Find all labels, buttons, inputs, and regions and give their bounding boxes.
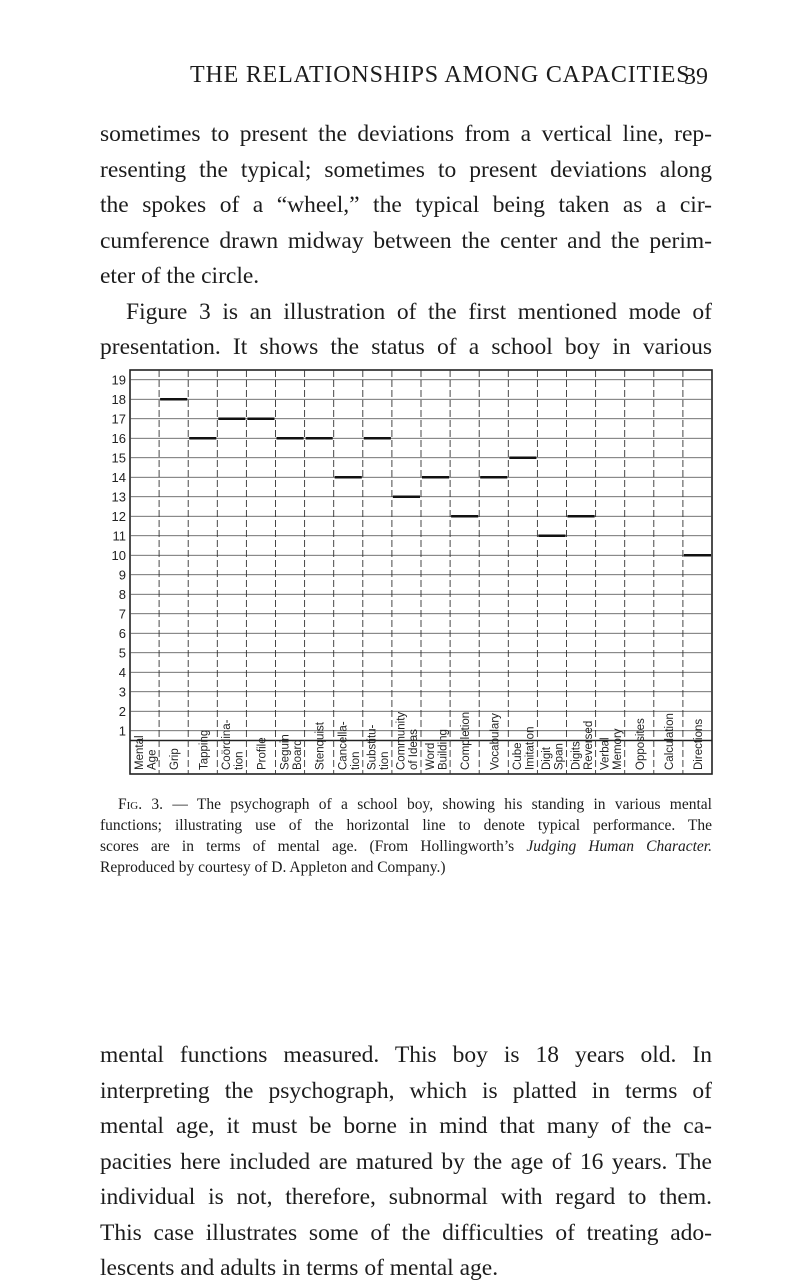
y-tick-label: 2 <box>118 703 126 719</box>
column-label: Reversed <box>582 720 595 770</box>
psychograph-chart <box>100 368 714 778</box>
y-tick-label: 13 <box>111 489 126 505</box>
column-label: Tapping <box>198 729 211 770</box>
text-line: mental functions measured. This boy is 18 years old. In <box>100 1042 712 1068</box>
column-label: Profile <box>256 737 269 770</box>
column-label: tion <box>379 751 392 770</box>
column-label: Memory <box>611 728 624 770</box>
y-tick-label: 14 <box>111 469 126 485</box>
text-line: cumference drawn midway between the center and the perim- <box>100 227 712 254</box>
y-tick-label: 17 <box>111 411 126 427</box>
y-tick-label: 6 <box>118 625 126 641</box>
column-label: Digits <box>570 741 583 770</box>
column-label: Calculation <box>663 713 676 770</box>
text-line: interpreting the psychograph, which is platted in terms of <box>100 1077 712 1104</box>
text-line: Figure 3 is an illustration of the first mentioned mode of <box>126 298 712 325</box>
y-tick-label: 11 <box>112 528 126 544</box>
page-number: 39 <box>684 64 708 90</box>
text-line: pacities here included are matured by the age of 16 years. The <box>100 1148 712 1175</box>
text-line: sometimes to present the deviations from a vertical line, rep- <box>100 121 712 147</box>
caption-line <box>100 836 712 857</box>
y-tick-label: 9 <box>118 567 126 583</box>
y-tick-label: 10 <box>111 547 126 563</box>
caption-line: functions; illustrating use of the horizontal line to denote typical performance. The <box>100 817 712 834</box>
column-label: Grip <box>169 748 182 770</box>
column-label: Building <box>437 729 450 770</box>
column-label: Mental <box>133 735 146 770</box>
psychograph-figure <box>100 368 714 778</box>
column-label: Community <box>395 711 408 770</box>
figure-caption <box>100 794 712 878</box>
y-tick-label: 5 <box>118 645 126 661</box>
caption-line <box>100 794 712 815</box>
column-label: Imitation <box>524 726 537 770</box>
y-tick-label: 19 <box>111 372 126 388</box>
y-tick-label: 1 <box>118 723 126 739</box>
text-line: resenting the typical; sometimes to present deviations along <box>100 156 712 183</box>
column-label: Span <box>553 743 566 770</box>
column-label: Board <box>291 739 304 770</box>
column-label: tion <box>350 751 362 770</box>
text-line: individual is not, therefore, subnormal with regard to them. <box>100 1184 712 1210</box>
y-tick-label: 15 <box>111 450 126 466</box>
paragraph-intro <box>100 117 712 366</box>
y-tick-label: 8 <box>118 586 126 602</box>
y-tick-label: 7 <box>118 606 126 622</box>
column-label: Stenquist <box>314 722 327 770</box>
page-header <box>0 62 800 96</box>
caption-text: — The psychograph of a school boy, showing his standing in various mental <box>172 796 712 813</box>
text-line: the spokes of a “wheel,” the typical being taken as a cir- <box>100 192 712 218</box>
column-label: Coördina- <box>221 719 234 770</box>
y-tick-label: 16 <box>111 430 126 446</box>
text-line: This case illustrates some of the difficulties of treating ado- <box>100 1219 712 1246</box>
column-label: Cancella- <box>337 721 350 770</box>
caption-text: scores are in terms of mental age. (From Hollingworth’s <box>100 838 515 855</box>
column-label: Cube <box>512 742 525 770</box>
text-line: presentation. It shows the status of a school boy in various <box>100 334 712 360</box>
column-label: Word <box>424 742 437 770</box>
y-tick-label: 12 <box>111 508 126 524</box>
column-label: Age <box>146 749 159 770</box>
column-label: tion <box>233 751 246 770</box>
column-label: Vocabulary <box>489 713 502 770</box>
text-line: lescents and adults in terms of mental age. <box>100 1255 499 1281</box>
column-label: Substitu- <box>366 724 379 770</box>
column-label: of Ideas <box>408 729 421 770</box>
paragraph-continued <box>100 1038 712 1287</box>
column-label: Verbal <box>599 737 612 770</box>
caption-line: Reproduced by courtesy of D. Appleton and Company.) <box>100 859 446 876</box>
running-title: THE RELATIONSHIPS AMONG CAPACITIES <box>190 62 691 88</box>
y-tick-label: 18 <box>111 391 126 407</box>
column-label: Completion <box>460 711 473 770</box>
column-label: Directions <box>692 718 705 770</box>
text-line: eter of the circle. <box>100 263 260 289</box>
column-label: Seguin <box>279 734 292 770</box>
y-tick-label: 4 <box>118 664 126 680</box>
figure-label: Fig. 3. <box>118 796 164 813</box>
column-label: Digit <box>541 746 554 770</box>
text-line: mental age, it must be borne in mind that many of the ca- <box>100 1113 712 1139</box>
y-tick-label: 3 <box>118 684 126 700</box>
column-label: Opposites <box>634 718 647 770</box>
book-title: Judging Human Character. <box>526 838 712 855</box>
